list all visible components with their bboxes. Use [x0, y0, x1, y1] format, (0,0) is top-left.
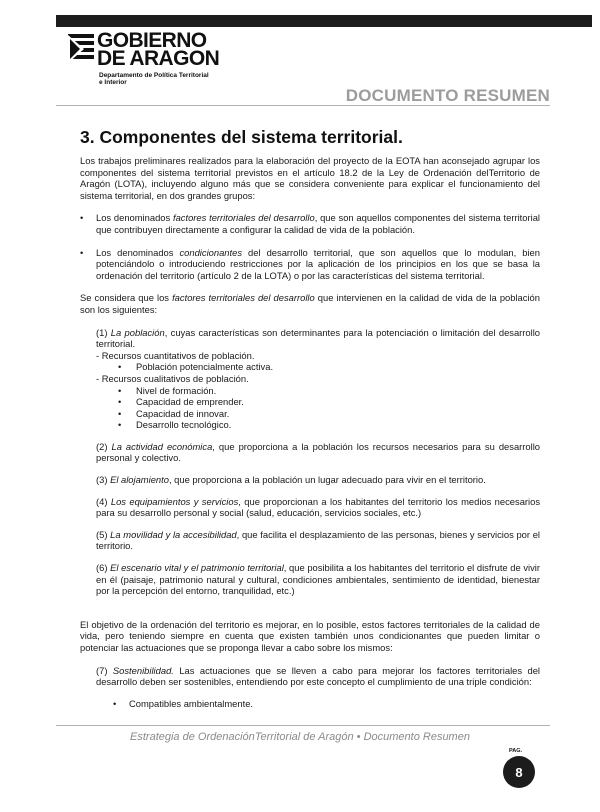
conditions-list: [80, 665, 540, 710]
factor-5: [96, 529, 540, 552]
qual-resources-label: - Recursos cualitativos de población.: [96, 372, 249, 384]
footer-text: Estrategia de OrdenaciónTerritorial de Aragón • Documento Resumen: [130, 731, 470, 743]
factor-name: La población: [110, 326, 165, 338]
gobierno-aragon-logo: [66, 29, 266, 93]
factor-number: (2): [96, 440, 112, 452]
document-type: DOCUMENTO RESUMEN: [345, 86, 550, 105]
factor-name: La movilidad y la accesibilidad: [110, 528, 237, 540]
factors-paragraph: [80, 292, 540, 315]
header-divider: [56, 105, 550, 106]
factor-number: (1): [96, 326, 111, 338]
paragraph-text: que intervienen en la calidad de vida de la población son los siguientes:: [80, 292, 540, 315]
qual-item-text: Nivel de formación.: [136, 384, 217, 396]
aragon-emblem-icon: [66, 33, 96, 65]
paragraph-emphasis: factores territoriales del desarrollo: [172, 292, 315, 304]
factor-description: , que posibilita a los habitantes del territorio el disfrute de vivir en él (paisaje, patrimonio natural y cultural, condiciones ambientales, sentimiento de identidad, bienestar por la percepción del entorno, tranquilidad, etc.): [96, 562, 540, 597]
bullet-text: Los denominados: [96, 212, 173, 224]
department-line-2: e Interior: [99, 79, 127, 86]
bullet-dot: •: [113, 697, 117, 709]
bullet-dot: •: [118, 361, 122, 373]
factor-6: [96, 562, 540, 597]
factor-name: Los equipamientos y servicios: [110, 495, 239, 507]
quant-item-text: Población potencialmente activa.: [136, 361, 274, 373]
factor-description: , que proporcionan a los habitantes del territorio los medios necesarios para su desarrollo personal y social (salud, educación, servicios sociales, etc.): [96, 495, 541, 519]
factor-description: , cuyas características son determinantes para la potenciación o limitación del desarrollo territorial.: [96, 326, 541, 350]
document-body: [80, 155, 540, 709]
logo-line-1: GOBIERNO: [97, 29, 207, 52]
bullet-dot: •: [118, 407, 122, 419]
paragraph-text: Se considera que los: [80, 292, 173, 304]
section-title: 3. Componentes del sistema territorial.: [80, 127, 403, 147]
qual-item-text: Capacidad de emprender.: [136, 396, 244, 408]
factor-name: El escenario vital y el patrimonio territorial: [110, 562, 284, 574]
factor-description: , que proporciona a la población los recursos necesarios para su desarrollo personal y colectivo.: [96, 440, 540, 464]
department-line-1: Departamento de Política Territorial: [99, 72, 209, 79]
factor-number: (5): [96, 528, 111, 540]
quant-item: [96, 361, 540, 373]
bullet-dot: •: [118, 419, 122, 431]
objective-paragraph: El objetivo de la ordenación del territorio es mejorar, en lo posible, estos factores territoriales de la calidad de vida, pero teniendo siempre en cuenta que existen también unos condicionantes que pueden limitar o potenciar las actuaciones que se proponga llevar a cabo sobre los mismos:: [80, 618, 540, 653]
factor-description: , que facilita el desplazamiento de las personas, bienes y servicios por el territorio.: [96, 528, 541, 552]
bullet-emphasis: condicionantes: [179, 246, 243, 258]
qual-item: [96, 385, 540, 397]
intro-paragraph: Los trabajos preliminares realizados para la elaboración del proyecto de la EOTA han aconsejado agrupar los componentes del sistema territorial previstos en el artículo 18.2 de la Ley de Ordenación delTerritorio de Aragón (LOTA), incluyendo alguno más que se considera conveniente para explicar el funcionamiento del sistema territorial, en dos grandes grupos:: [80, 155, 540, 201]
footer-divider: [56, 725, 550, 726]
bullet-dot: •: [80, 246, 84, 258]
condition-7: [96, 665, 540, 688]
factor-3: [96, 474, 540, 486]
factor-number: (6): [96, 562, 111, 574]
bullet-text: Los denominados: [96, 246, 180, 258]
logo-line-2: DE ARAGON: [97, 47, 220, 70]
factor-2: [96, 441, 540, 464]
header-bar: [56, 15, 592, 27]
bullet-dot: •: [118, 384, 122, 396]
bullet-condicionantes: [80, 247, 540, 282]
bullet-dot: •: [118, 396, 122, 408]
factor-description: , que proporciona a la población un lugar adecuado para vivir en el territorio.: [168, 474, 486, 486]
bullet-dot: •: [80, 212, 84, 224]
qual-item: [96, 408, 540, 420]
bullet-text: , que son aquellos componentes del sistema territorial que contribuyen directamente a configurar la calidad de vida de la población.: [96, 212, 540, 235]
quant-resources-label: - Recursos cuantitativos de población.: [96, 349, 255, 361]
factor-number: (4): [96, 495, 111, 507]
condition-description: Las actuaciones que se lleven a cabo para mejorar los factores territoriales del desarrollo deben ser sostenibles, entendiendo por este concepto el cumplimiento de una triple condición:: [96, 664, 541, 688]
bullet-emphasis: factores territoriales del desarrollo: [172, 212, 315, 224]
factors-list: [80, 327, 540, 597]
condition-item: [96, 698, 540, 710]
qual-item-text: Desarrollo tecnológico.: [136, 419, 232, 431]
condition-name: Sostenibilidad.: [112, 664, 174, 676]
page-number-badge: 8: [503, 756, 535, 788]
bullet-factores: [80, 212, 540, 235]
bullet-text: del desarrollo territorial, que son aquellos que lo modulan, bien potenciándolo o introduciendo restricciones por la aplicación de los principios en los que se basa la ordenación del territorio (artículo 2 de la LOTA) o por las características del sistema territorial.: [96, 246, 540, 281]
factor-name: La actividad económica: [111, 440, 213, 452]
page-label: PAG.: [509, 748, 523, 754]
factor-number: (3): [96, 474, 111, 486]
factor-name: El alojamiento: [110, 474, 169, 486]
factor-1: [96, 327, 540, 431]
condition-number: (7): [96, 664, 113, 676]
factor-4: [96, 496, 540, 519]
condition-item-text: Compatibles ambientalmente.: [129, 697, 254, 709]
qual-item-text: Capacidad de innovar.: [136, 407, 230, 419]
qual-item: [96, 419, 540, 431]
qual-item: [96, 396, 540, 408]
